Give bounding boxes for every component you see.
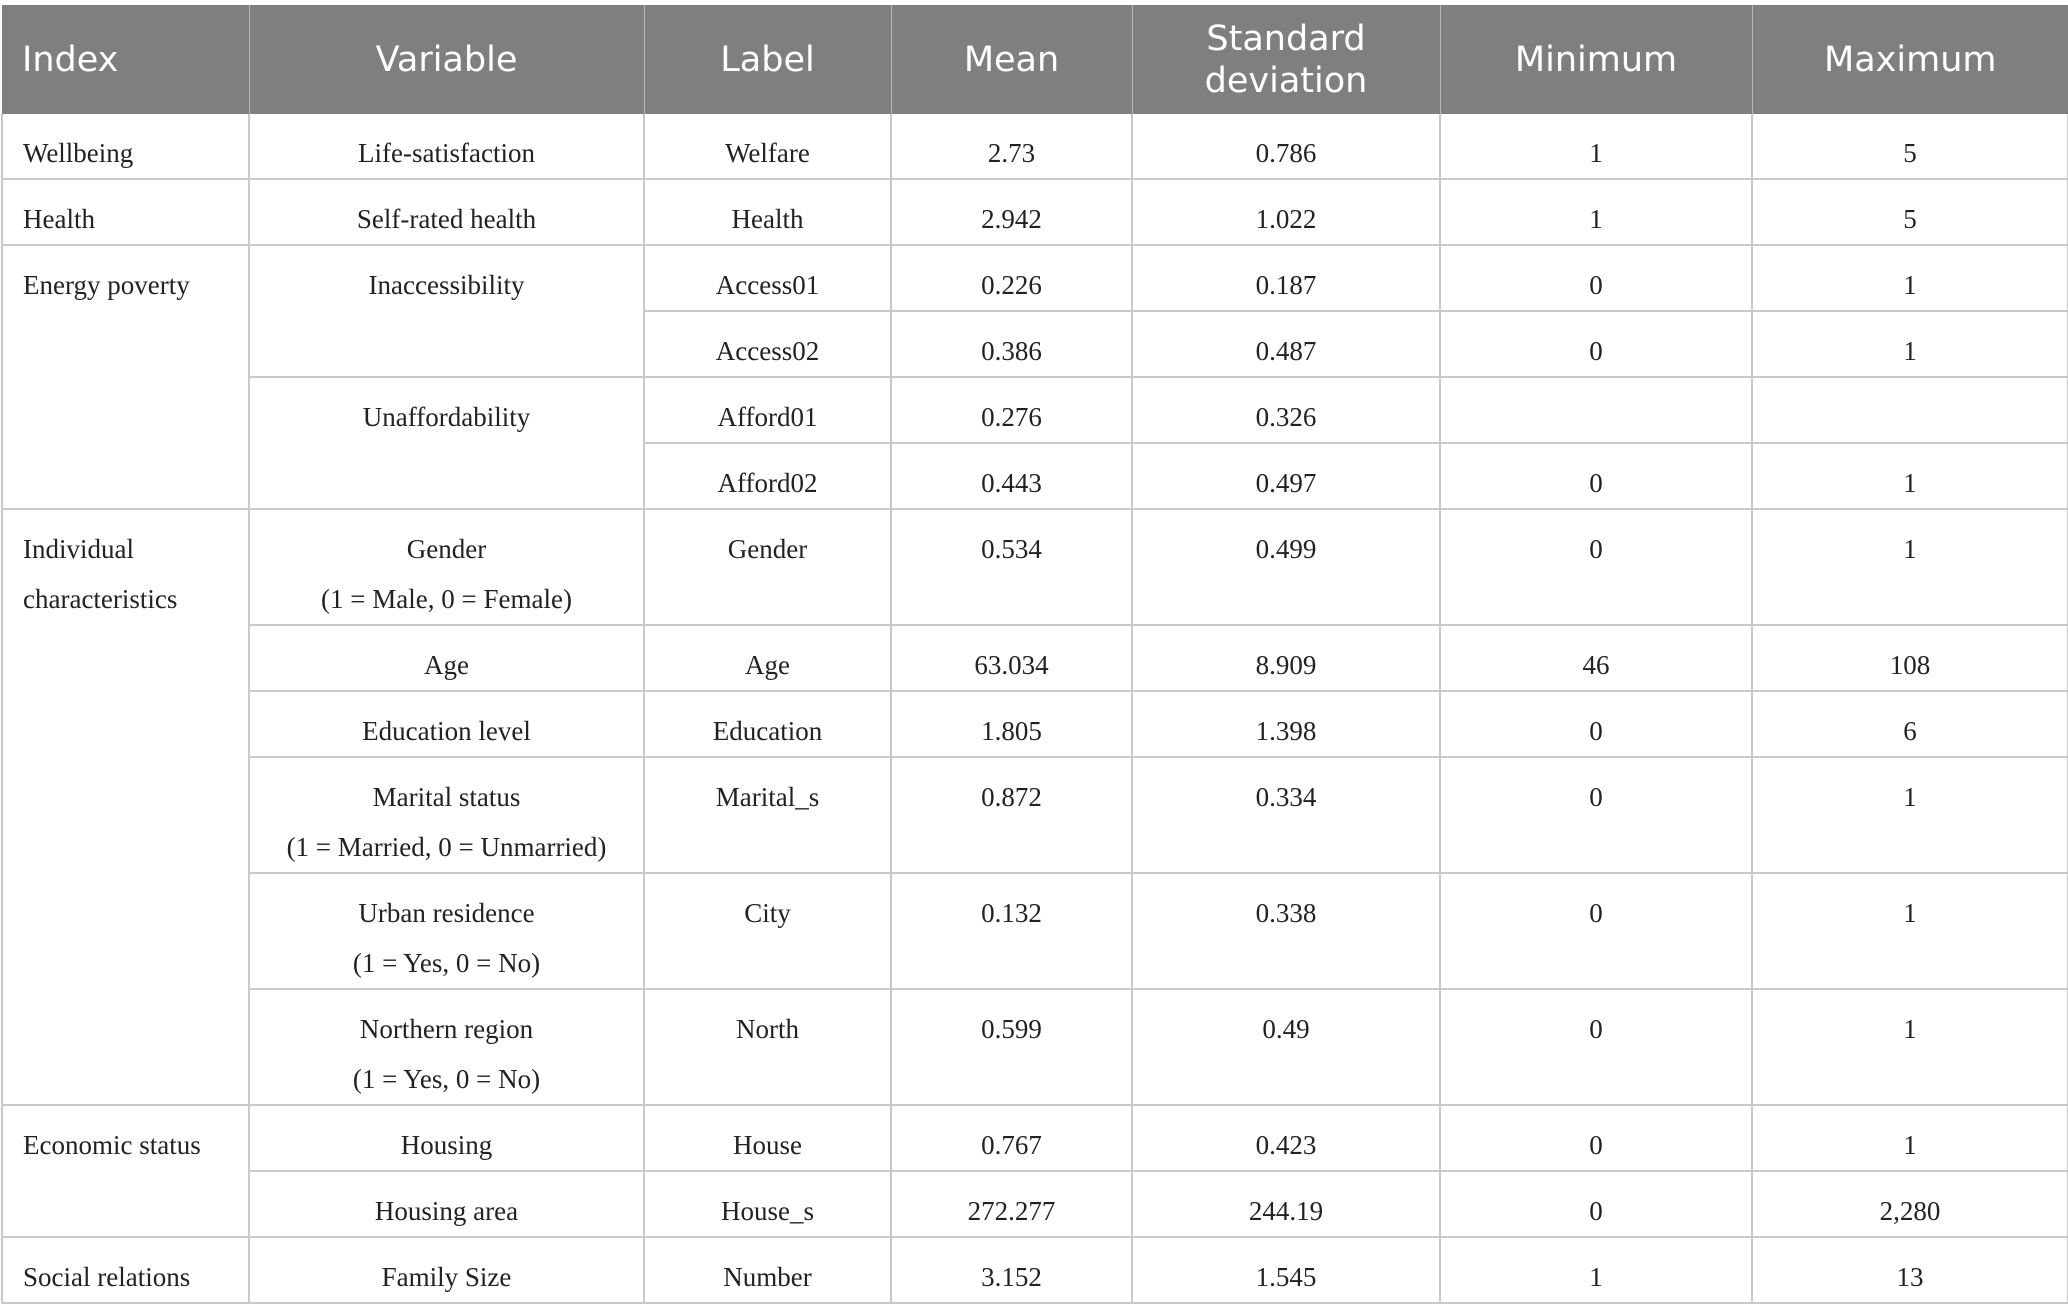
cell-mean: 2.942 (891, 179, 1132, 245)
cell-sd: 1.398 (1132, 691, 1440, 757)
cell-variable: Housing area (249, 1171, 644, 1237)
header-mean: Mean (891, 5, 1132, 114)
cell-label: City (644, 873, 891, 989)
cell-sd: 0.187 (1132, 245, 1440, 311)
table-row-education (2, 691, 2068, 757)
variable-line-2: (1 = Yes, 0 = No) (352, 1064, 541, 1094)
cell-max: 108 (1752, 625, 2068, 691)
cell-variable (249, 873, 644, 989)
header-maximum: Maximum (1752, 5, 2068, 114)
cell-min: 0 (1440, 873, 1752, 989)
table-row-age (2, 625, 2068, 691)
cell-variable: Age (249, 625, 644, 691)
cell-min: 0 (1440, 1105, 1752, 1171)
cell-index: Social relations (2, 1237, 249, 1303)
cell-sd: 0.334 (1132, 757, 1440, 873)
table-row-house-s (2, 1171, 2068, 1237)
cell-label: Marital_s (644, 757, 891, 873)
header-standard-deviation (1132, 5, 1440, 114)
cell-min: 0 (1440, 757, 1752, 873)
cell-max: 1 (1752, 1105, 2068, 1171)
cell-min: 1 (1440, 114, 1752, 179)
cell-max: 1 (1752, 245, 2068, 311)
cell-variable (249, 989, 644, 1105)
cell-max: 5 (1752, 114, 2068, 179)
cell-min: 1 (1440, 179, 1752, 245)
descriptive-statistics-table (1, 5, 2068, 1304)
cell-mean: 1.805 (891, 691, 1132, 757)
cell-label: Education (644, 691, 891, 757)
cell-min: 0 (1440, 691, 1752, 757)
cell-mean: 0.534 (891, 509, 1132, 625)
cell-max: 1 (1752, 311, 2068, 377)
cell-label: House (644, 1105, 891, 1171)
cell-mean: 0.443 (891, 443, 1132, 509)
cell-mean: 272.277 (891, 1171, 1132, 1237)
cell-max: 2,280 (1752, 1171, 2068, 1237)
cell-mean: 0.386 (891, 311, 1132, 377)
table-row-gender (2, 509, 2068, 625)
cell-sd: 0.338 (1132, 873, 1440, 989)
cell-label: Afford01 (644, 377, 891, 443)
cell-mean: 0.872 (891, 757, 1132, 873)
table-row-north (2, 989, 2068, 1105)
cell-label: Age (644, 625, 891, 691)
cell-sd: 0.499 (1132, 509, 1440, 625)
cell-mean: 0.132 (891, 873, 1132, 989)
variable-line-1: Gender (406, 534, 487, 564)
cell-sd: 0.497 (1132, 443, 1440, 509)
cell-min: 46 (1440, 625, 1752, 691)
cell-min: 0 (1440, 443, 1752, 509)
cell-index (2, 509, 249, 1105)
cell-mean: 0.226 (891, 245, 1132, 311)
header-std-line-2: deviation (1204, 60, 1368, 101)
cell-max: 13 (1752, 1237, 2068, 1303)
table-row-health (2, 179, 2068, 245)
cell-min (1440, 377, 1752, 443)
cell-max: 5 (1752, 179, 2068, 245)
cell-sd: 0.49 (1132, 989, 1440, 1105)
cell-sd: 0.487 (1132, 311, 1440, 377)
cell-index: Energy poverty (2, 245, 249, 509)
cell-variable: Unaffordability (249, 377, 644, 509)
cell-label: Health (644, 179, 891, 245)
cell-max: 1 (1752, 443, 2068, 509)
table-row-wellbeing (2, 114, 2068, 179)
header-variable: Variable (249, 5, 644, 114)
header-index: Index (2, 5, 249, 114)
variable-line-1: Urban residence (358, 898, 535, 928)
cell-mean: 0.276 (891, 377, 1132, 443)
cell-mean: 0.767 (891, 1105, 1132, 1171)
cell-variable: Inaccessibility (249, 245, 644, 377)
table-row-house (2, 1105, 2068, 1171)
cell-variable: Self-rated health (249, 179, 644, 245)
cell-max (1752, 377, 2068, 443)
cell-sd: 244.19 (1132, 1171, 1440, 1237)
cell-index: Economic status (2, 1105, 249, 1237)
cell-min: 0 (1440, 245, 1752, 311)
table-row-city (2, 873, 2068, 989)
index-line-1: Individual (23, 534, 134, 564)
cell-mean: 63.034 (891, 625, 1132, 691)
table-row-marital (2, 757, 2068, 873)
table-row-number (2, 1237, 2068, 1303)
variable-line-2: (1 = Married, 0 = Unmarried) (286, 832, 607, 862)
header-label: Label (644, 5, 891, 114)
cell-max: 6 (1752, 691, 2068, 757)
cell-mean: 0.599 (891, 989, 1132, 1105)
table-row-afford01 (2, 377, 2068, 443)
header-minimum: Minimum (1440, 5, 1752, 114)
cell-sd: 0.786 (1132, 114, 1440, 179)
cell-max: 1 (1752, 989, 2068, 1105)
cell-label: Welfare (644, 114, 891, 179)
cell-label: Number (644, 1237, 891, 1303)
cell-variable (249, 757, 644, 873)
cell-min: 0 (1440, 989, 1752, 1105)
cell-sd: 0.326 (1132, 377, 1440, 443)
cell-variable: Education level (249, 691, 644, 757)
index-line-2: characteristics (23, 584, 178, 614)
cell-min: 0 (1440, 509, 1752, 625)
cell-sd: 8.909 (1132, 625, 1440, 691)
cell-label: Gender (644, 509, 891, 625)
variable-line-2: (1 = Male, 0 = Female) (321, 584, 572, 614)
cell-min: 0 (1440, 1171, 1752, 1237)
cell-label: Access02 (644, 311, 891, 377)
cell-label: Afford02 (644, 443, 891, 509)
cell-min: 1 (1440, 1237, 1752, 1303)
cell-variable: Life-satisfaction (249, 114, 644, 179)
header-row (2, 5, 2068, 114)
cell-label: House_s (644, 1171, 891, 1237)
cell-min: 0 (1440, 311, 1752, 377)
cell-variable (249, 509, 644, 625)
cell-mean: 3.152 (891, 1237, 1132, 1303)
cell-index: Wellbeing (2, 114, 249, 179)
cell-index: Health (2, 179, 249, 245)
cell-variable: Housing (249, 1105, 644, 1171)
cell-max: 1 (1752, 757, 2068, 873)
cell-max: 1 (1752, 509, 2068, 625)
table-page (0, 5, 2068, 1292)
table-body (2, 114, 2068, 1303)
table-header (2, 5, 2068, 114)
header-std-line-1: Standard (1206, 18, 1366, 59)
cell-variable: Family Size (249, 1237, 644, 1303)
variable-line-1: Marital status (372, 782, 521, 812)
cell-label: North (644, 989, 891, 1105)
table-row-access01 (2, 245, 2068, 311)
cell-sd: 1.022 (1132, 179, 1440, 245)
cell-label: Access01 (644, 245, 891, 311)
cell-sd: 1.545 (1132, 1237, 1440, 1303)
cell-max: 1 (1752, 873, 2068, 989)
variable-line-2: (1 = Yes, 0 = No) (352, 948, 541, 978)
cell-mean: 2.73 (891, 114, 1132, 179)
cell-sd: 0.423 (1132, 1105, 1440, 1171)
variable-line-1: Northern region (359, 1014, 534, 1044)
